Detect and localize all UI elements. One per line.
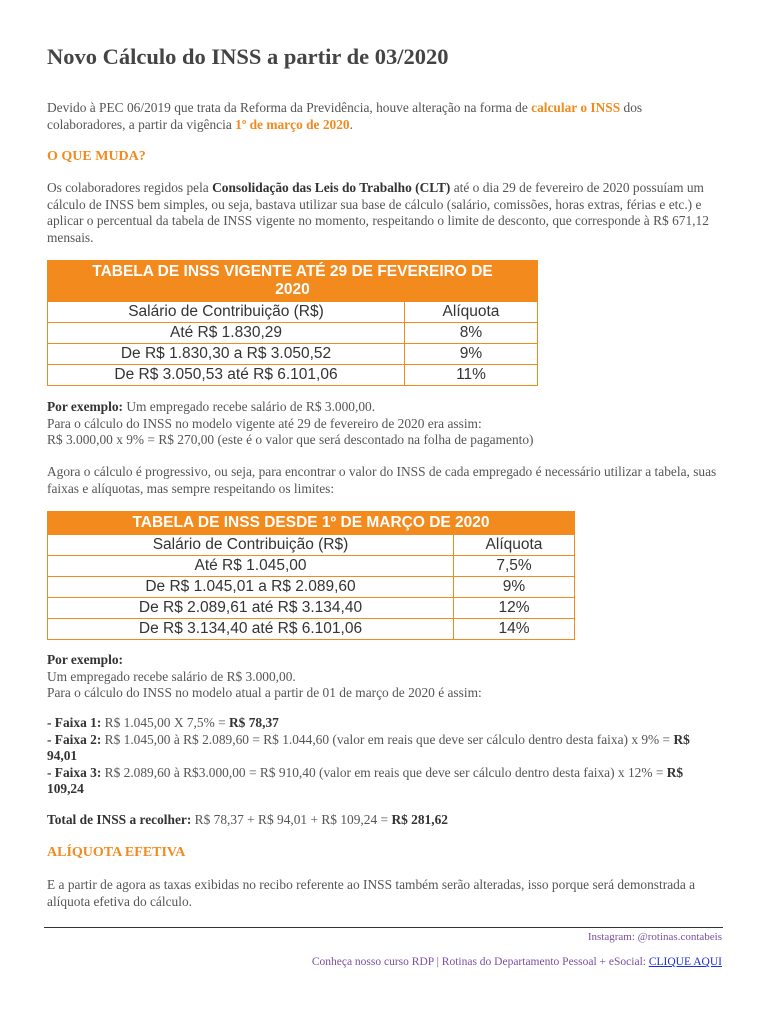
table-cell: De R$ 3.134,40 até R$ 6.101,06 <box>48 619 454 640</box>
table-cell: 9% <box>454 577 575 598</box>
table-old-title <box>48 261 538 302</box>
faixa-3-text: R$ 2.089,60 à R$3.000,00 = R$ 910,40 (valor em reais que deve ser cálculo dentro desta faixa) x 12% = <box>101 764 667 780</box>
table-cell: Até R$ 1.830,29 <box>48 323 405 344</box>
table-new-header-aliquota: Alíquota <box>454 535 575 556</box>
page-title: Novo Cálculo do INSS a partir de 03/2020 <box>47 44 449 69</box>
faixa-3-result: R$ 109,24 <box>47 764 684 796</box>
example2-line1: Um empregado recebe salário de R$ 3.000,00. <box>47 668 296 684</box>
section-heading-aliquota-efetiva: ALÍQUOTA EFETIVA <box>47 845 186 860</box>
example1-paragraph <box>47 399 723 449</box>
calcular-inss-link[interactable]: calcular o INSS <box>531 100 621 115</box>
intro-paragraph <box>47 100 723 133</box>
table-new-header-salario: Salário de Contribuição (R$) <box>48 535 454 556</box>
table-row <box>48 344 538 365</box>
table-row <box>48 556 575 577</box>
example1-label: Por exemplo: <box>47 399 123 414</box>
example1-line3: R$ 3.000,00 x 9% = R$ 270,00 (este é o valor que será descontado na folha de pagamento) <box>47 432 534 447</box>
inss-table-new <box>47 511 575 640</box>
table-cell: De R$ 1.830,30 a R$ 3.050,52 <box>48 344 405 365</box>
table-cell: 11% <box>405 365 538 386</box>
faixas-paragraph <box>47 715 723 798</box>
clt-bold: Consolidação das Leis do Trabalho (CLT) <box>212 180 451 195</box>
total-text: R$ 78,37 + R$ 94,01 + R$ 109,24 = <box>191 812 392 827</box>
table-row <box>48 323 538 344</box>
table-row <box>48 619 575 640</box>
total-label: Total de INSS a recolher: <box>47 812 192 827</box>
clique-aqui-link[interactable]: CLIQUE AQUI <box>648 956 722 968</box>
table-old-title-line1: TABELA DE INSS VIGENTE ATÉ 29 DE FEVEREIRO DE <box>92 263 493 280</box>
table-row <box>48 598 575 619</box>
section-heading-o-que-muda: O QUE MUDA? <box>47 149 146 164</box>
vigencia-date: 1º de março de 2020 <box>235 116 350 132</box>
total-result: R$ 281,62 <box>391 812 448 827</box>
total-paragraph <box>47 812 723 829</box>
example2-paragraph <box>47 652 723 702</box>
table-old-header-aliquota: Alíquota <box>405 302 538 323</box>
aliquota-efetiva-paragraph: E a partir de agora as taxas exibidas no recibo referente ao INSS também serão alteradas, isso porque será demonstrada a alíquota efetiva do cálculo. <box>47 877 696 909</box>
table-cell: De R$ 2.089,61 até R$ 3.134,40 <box>48 598 454 619</box>
faixa-1-text: R$ 1.045,00 X 7,5% = <box>101 715 229 730</box>
table-cell: De R$ 1.045,01 a R$ 2.089,60 <box>48 577 454 598</box>
table-old-header-salario: Salário de Contribuição (R$) <box>48 302 405 323</box>
table-row <box>48 577 575 598</box>
progressive-paragraph: Agora o cálculo é progressivo, ou seja, para encontrar o valor do INSS de cada empregado é necessário utilizar a tabela, suas faixas e alíquotas, mas sempre respeitando os limites: <box>47 464 717 496</box>
intro-text-2: dos colaboradores, a partir da vigência <box>47 100 643 132</box>
clt-text-1: Os colaboradores regidos pela <box>47 180 213 195</box>
table-cell: De R$ 3.050,53 até R$ 6.101,06 <box>48 365 405 386</box>
faixa-1-result: R$ 78,37 <box>229 715 279 730</box>
example1-line2: Para o cálculo do INSS no modelo vigente até 29 de fevereiro de 2020 era assim: <box>47 415 482 431</box>
instagram-handle: Instagram: @rotinas.contabeis <box>587 931 722 943</box>
course-text: Conheça nosso curso RDP | Rotinas do Departamento Pessoal + eSocial: <box>311 956 649 968</box>
footer-divider <box>44 927 723 928</box>
faixa-2-result: R$ 94,01 <box>47 731 690 763</box>
faixa-3-label: - Faixa 3: <box>47 764 102 780</box>
example2-line2: Para o cálculo do INSS no modelo atual a partir de 01 de março de 2020 é assim: <box>47 685 482 700</box>
intro-text-3: . <box>349 116 353 132</box>
table-cell: 12% <box>454 598 575 619</box>
table-cell: 7,5% <box>454 556 575 577</box>
table-cell: 8% <box>405 323 538 344</box>
table-cell: 14% <box>454 619 575 640</box>
table-cell: 9% <box>405 344 538 365</box>
inss-table-old <box>47 260 538 386</box>
intro-text-1: Devido à PEC 06/2019 que trata da Reforma da Previdência, houve alteração na forma de <box>47 100 532 115</box>
clt-text-2: até o dia 29 de fevereiro de 2020 possuíam um cálculo de INSS bem simples, ou seja, bastava utilizar sua base de cálculo (salário, comissões, horas extras, férias e etc.) e aplicar o percentual da tabela de INSS vigente no momento, respeitando o limite de desconto, que corresponde à R$ 671,12 mensais. <box>47 180 709 245</box>
example2-label: Por exemplo: <box>47 652 123 667</box>
faixa-2-label: - Faixa 2: <box>47 731 102 747</box>
faixa-2-text: R$ 1.045,00 à R$ 2.089,60 = R$ 1.044,60 (valor em reais que deve ser cálculo dentro desta faixa) x 9% = <box>101 731 674 747</box>
table-row <box>48 365 538 386</box>
example1-line1: Um empregado recebe salário de R$ 3.000,00. <box>122 399 376 414</box>
table-new-title: TABELA DE INSS DESDE 1º DE MARÇO DE 2020 <box>48 512 575 535</box>
faixa-1-label: - Faixa 1: <box>47 715 102 730</box>
course-footer <box>312 956 722 968</box>
table-old-title-line2: 2020 <box>275 281 310 298</box>
table-cell: Até R$ 1.045,00 <box>48 556 454 577</box>
clt-paragraph <box>47 180 723 246</box>
